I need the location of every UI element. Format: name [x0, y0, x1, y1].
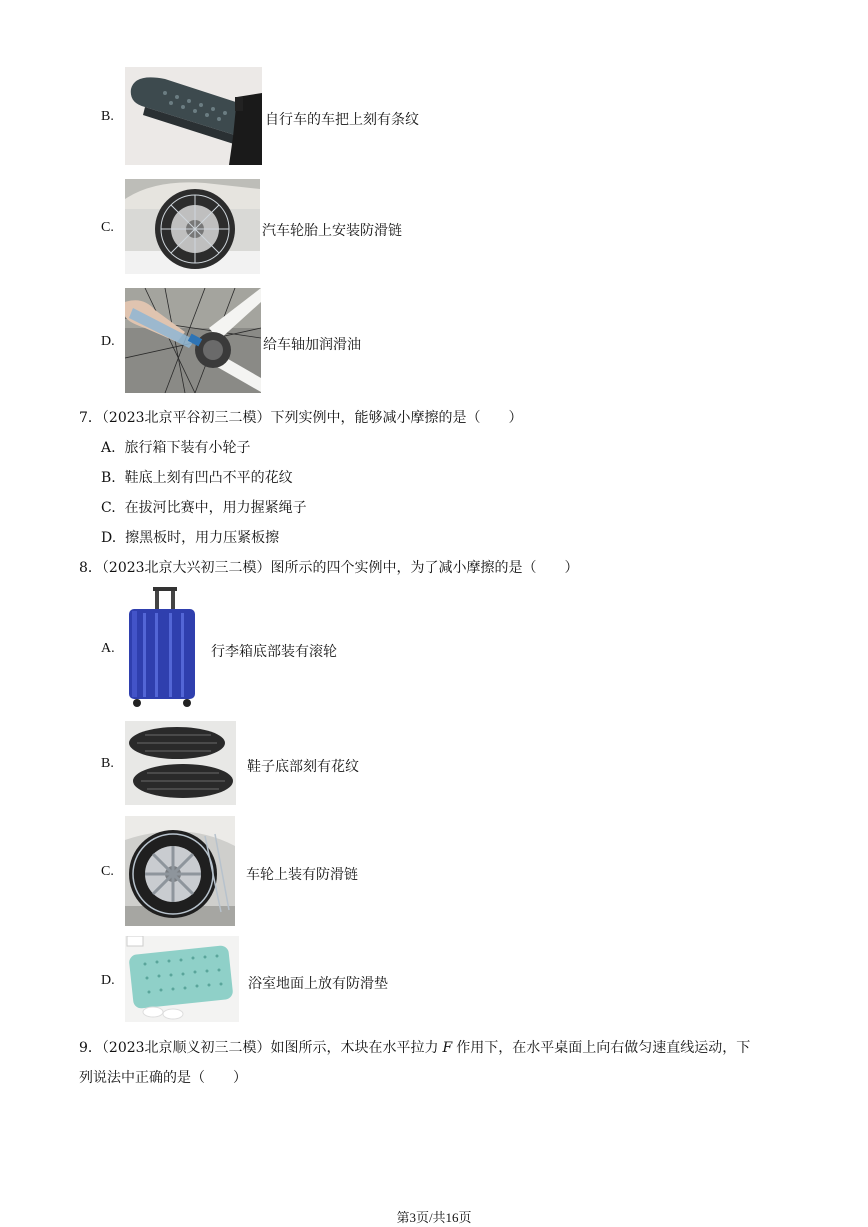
option-letter: A.	[101, 641, 115, 656]
bath-mat-image	[125, 936, 239, 1022]
option-b	[101, 467, 293, 487]
option-text: 车轮上装有防滑链	[246, 867, 358, 883]
question-stem: 7．（2023北京平谷初三二模）下列实例中，能够减小摩擦的是（ ）	[79, 410, 523, 426]
option-text: 浴室地面上放有防滑垫	[248, 976, 388, 992]
page-footer: 第3页/共16页	[396, 1210, 472, 1225]
stem-text: 作用下，在水平桌面上向右做匀速直线运动，下	[456, 1040, 751, 1056]
option-letter: C.	[101, 500, 116, 516]
option-text: 行李箱底部装有滚轮	[211, 644, 337, 660]
shoe-soles-image	[125, 721, 236, 805]
option-letter: D.	[101, 334, 115, 349]
option-text: 在拔河比赛中，用力握紧绳子	[124, 500, 307, 516]
stem-text: 9．（2023北京顺义初三二模）如图所示，木块在水平拉力	[79, 1040, 439, 1056]
question-stem-line-2: 列说法中正确的是（ ）	[79, 1070, 247, 1086]
question-stem-line-1	[79, 1037, 750, 1057]
option-a	[101, 437, 250, 457]
option-letter: C.	[101, 864, 114, 879]
option-text: 自行车的车把上刻有条纹	[265, 112, 419, 128]
option-c	[101, 497, 307, 517]
wheel-chain-image	[125, 816, 235, 926]
option-letter: C.	[101, 220, 114, 235]
question-stem: 8．（2023北京大兴初三二模）图所示的四个实例中，为了减小摩擦的是（ ）	[79, 560, 579, 576]
option-letter: D.	[101, 973, 115, 988]
option-text: 给车轴加润滑油	[263, 337, 361, 353]
bicycle-grip-image	[125, 67, 262, 165]
option-letter: A.	[101, 440, 116, 456]
option-letter: B.	[101, 109, 114, 124]
option-d	[101, 527, 279, 547]
option-text: 鞋底上刻有凹凸不平的花纹	[124, 470, 293, 486]
option-letter: B.	[101, 756, 114, 771]
option-text: 旅行箱下装有小轮子	[124, 440, 251, 456]
tire-snow-chain-image	[125, 179, 260, 274]
option-letter: D.	[101, 530, 117, 546]
force-symbol: F	[442, 1040, 453, 1056]
option-letter: B.	[101, 470, 116, 486]
option-text: 擦黑板时，用力压紧板擦	[125, 530, 280, 546]
oiling-bicycle-axle-image	[125, 288, 261, 393]
option-text: 鞋子底部刻有花纹	[247, 759, 359, 775]
suitcase-image	[125, 587, 200, 709]
option-text: 汽车轮胎上安装防滑链	[262, 223, 402, 239]
